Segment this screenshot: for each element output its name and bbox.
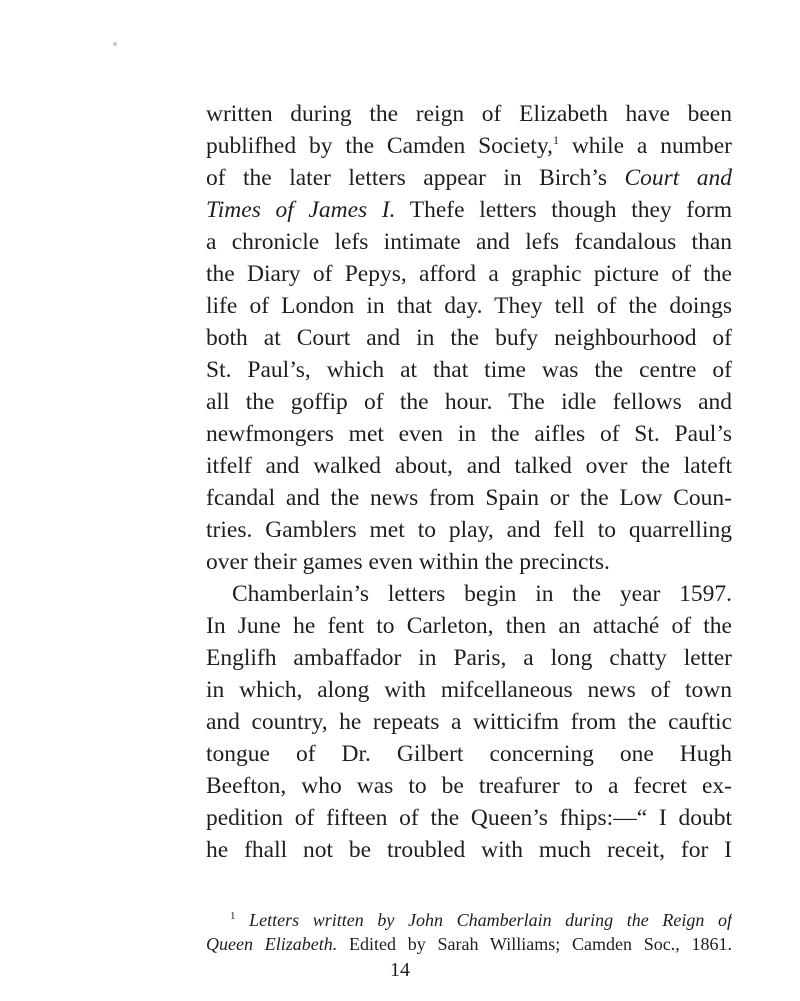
text-line: a chronicle lefs intimate and lefs fcandalous than [206, 229, 732, 255]
book-title: Court and [624, 165, 732, 191]
page-number: 14 [390, 959, 410, 981]
text-line: Englifh ambaffador in Paris, a long chatty letter [206, 645, 732, 671]
text-line: both at Court and in the bufy neighbourhood of [206, 325, 732, 351]
text-line: the Diary of Pepys, afford a graphic picture of the [206, 261, 732, 287]
text-line: pedition of fifteen of the Queen’s fhips:—“ I doubt [206, 805, 732, 831]
text-line: publifhed by the Camden Society,$^1$ while a number [206, 133, 732, 159]
book-title: Times of James I. [206, 197, 396, 223]
paper-speck [113, 42, 117, 46]
text-line: he fhall not be troubled with much receit, for I [206, 837, 732, 863]
text-line: of the later letters appear in Birch’s Court and [206, 165, 732, 191]
text-line: and country, he repeats a witticifm from the cauftic [206, 709, 732, 735]
footnote-reference: 1 [552, 133, 559, 147]
body-text [206, 98, 732, 866]
footnote-line: Queen Elizabeth. Edited by Sarah Williams; Camden Soc., 1861. [206, 934, 732, 954]
text-line: newfmongers met even in the aifles of St. Paul’s [206, 421, 732, 447]
text-line: over their games even within the precincts. [206, 549, 610, 575]
text-line: tries. Gamblers met to play, and fell to quarrelling [206, 517, 732, 543]
text-line: fcandal and the news from Spain or the Low Coun- [206, 485, 732, 511]
text-line: in which, along with mifcellaneous news of town [206, 677, 732, 703]
footnote-line: $^1$ Letters written by John Chamberlain during the Reign of [230, 910, 732, 930]
text-line: all the goffip of the hour. The idle fellows and [206, 389, 732, 415]
text-line: In June he fent to Carleton, then an attaché of the [206, 613, 732, 639]
text-line: Times of James I. Thefe letters though they form [206, 197, 732, 223]
footnote [206, 908, 732, 956]
text-line: St. Paul’s, which at that time was the centre of [206, 357, 732, 383]
text-line: life of London in that day. They tell of the doings [206, 293, 732, 319]
text-line: Beefton, who was to be treafurer to a fecret ex- [206, 773, 732, 799]
text-line: Chamberlain’s letters begin in the year 1597. [232, 581, 732, 607]
text-line: tongue of Dr. Gilbert concerning one Hugh [206, 741, 732, 767]
text-line: written during the reign of Elizabeth have been [206, 101, 732, 127]
text-line: itfelf and walked about, and talked over the lateft [206, 453, 732, 479]
footnote-mark: 1 [230, 910, 236, 922]
